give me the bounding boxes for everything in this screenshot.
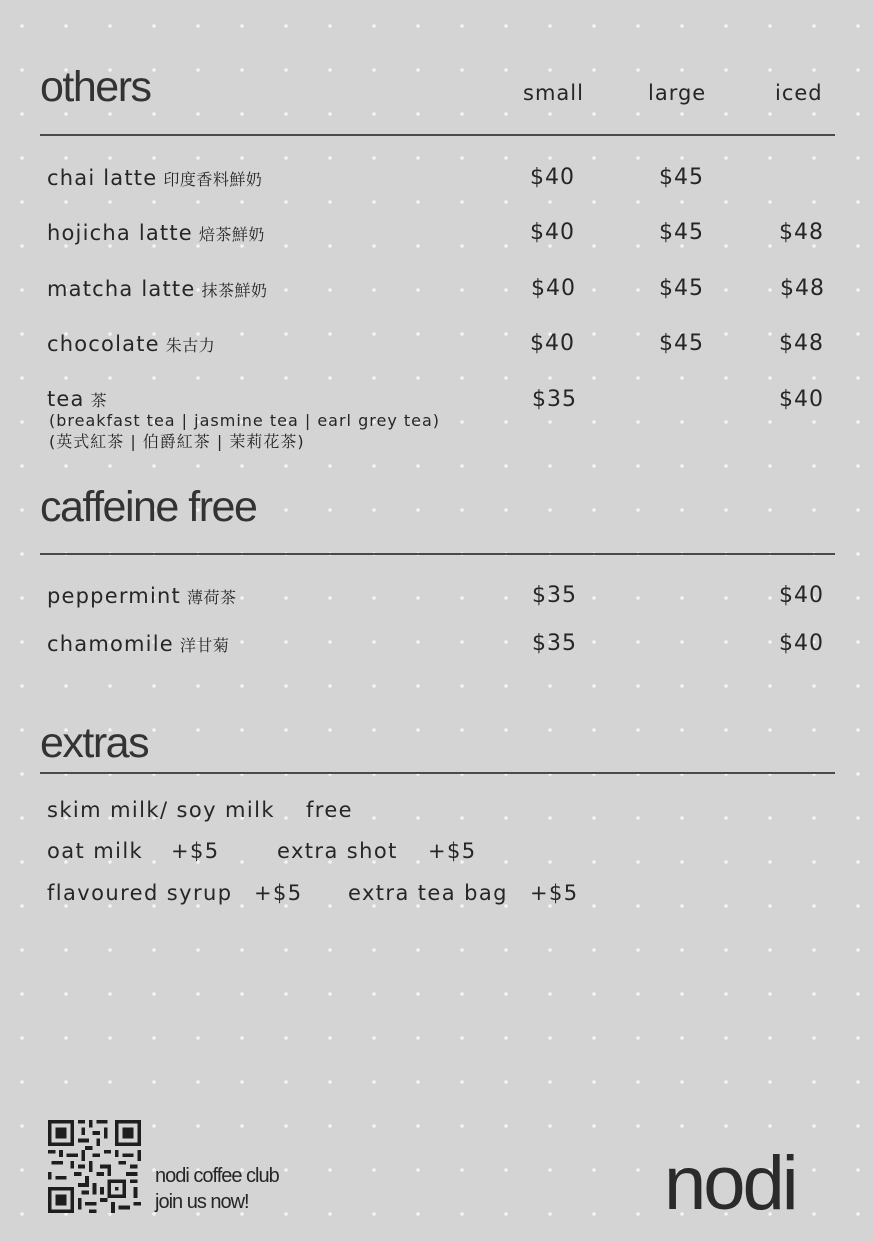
item-name: hojicha latte [47, 221, 193, 245]
column-header-large: large [648, 81, 707, 105]
item-name: matcha latte [47, 277, 196, 301]
price-small: $35 [532, 631, 577, 656]
menu-item-chai-latte [47, 168, 262, 189]
item-name-chinese: 焙茶鮮奶 [198, 225, 265, 244]
extra-price: +$5 [428, 839, 477, 863]
extra-name-skim-soy-milk: skim milk/ soy milk [47, 798, 275, 822]
column-header-iced: iced [775, 81, 823, 105]
price-large: $45 [659, 331, 704, 356]
price-small: $40 [530, 165, 575, 190]
price-iced: $40 [779, 631, 824, 656]
price-iced: $48 [780, 276, 825, 301]
section-title-others: others [40, 63, 151, 111]
price-small: $40 [530, 220, 575, 245]
price-small: $35 [532, 583, 577, 608]
section-title-extras: extras [40, 719, 149, 767]
price-iced: $40 [779, 583, 824, 608]
section-divider [40, 553, 835, 555]
price-large: $45 [659, 165, 704, 190]
extra-price: +$5 [171, 839, 220, 863]
join-cta: join us now! [155, 1191, 249, 1213]
item-name-chinese: 薄荷茶 [186, 588, 237, 607]
item-name-chinese: 抹茶鮮奶 [201, 281, 268, 300]
brand-logo: nodi [664, 1141, 796, 1226]
extra-name-flavoured-syrup: flavoured syrup [47, 881, 233, 905]
extra-name-oat-milk: oat milk [47, 839, 144, 863]
extra-price: +$5 [530, 881, 579, 905]
section-divider [40, 134, 835, 136]
item-name-chinese: 朱古力 [165, 336, 216, 355]
price-large: $45 [659, 220, 704, 245]
tea-options-english: (breakfast tea | jasmine tea | earl grey tea) [49, 411, 441, 430]
price-small: $35 [532, 387, 577, 412]
section-divider [40, 772, 835, 774]
column-header-small: small [523, 81, 584, 105]
item-name-chinese: 洋甘菊 [179, 636, 230, 655]
item-name: peppermint [47, 584, 181, 608]
item-name-chinese: 印度香料鮮奶 [163, 170, 263, 189]
item-name: chocolate [47, 332, 160, 356]
menu-item-hojicha-latte [47, 223, 265, 244]
qr-code-icon[interactable] [48, 1120, 141, 1213]
item-name: chai latte [47, 166, 158, 190]
extra-price: free [306, 798, 354, 822]
extra-price: +$5 [254, 881, 303, 905]
price-iced: $48 [779, 331, 824, 356]
extra-name-extra-tea-bag: extra tea bag [348, 881, 508, 905]
item-name: tea [47, 387, 85, 411]
menu-item-peppermint [47, 586, 236, 607]
tea-options-chinese: (英式紅茶 | 伯爵紅茶 | 茉莉花茶) [49, 432, 305, 451]
club-name: nodi coffee club [155, 1165, 279, 1187]
item-name-chinese: 茶 [90, 391, 108, 410]
price-iced: $48 [779, 220, 824, 245]
section-title-caffeine-free: caffeine free [40, 483, 257, 531]
price-iced: $40 [779, 387, 824, 412]
menu-item-chamomile [47, 634, 229, 655]
extra-name-extra-shot: extra shot [277, 839, 398, 863]
price-small: $40 [531, 276, 576, 301]
menu-item-tea [47, 389, 107, 410]
menu-item-chocolate [47, 334, 215, 355]
item-name: chamomile [47, 632, 174, 656]
price-large: $45 [659, 276, 704, 301]
price-small: $40 [530, 331, 575, 356]
menu-item-matcha-latte [47, 279, 267, 300]
